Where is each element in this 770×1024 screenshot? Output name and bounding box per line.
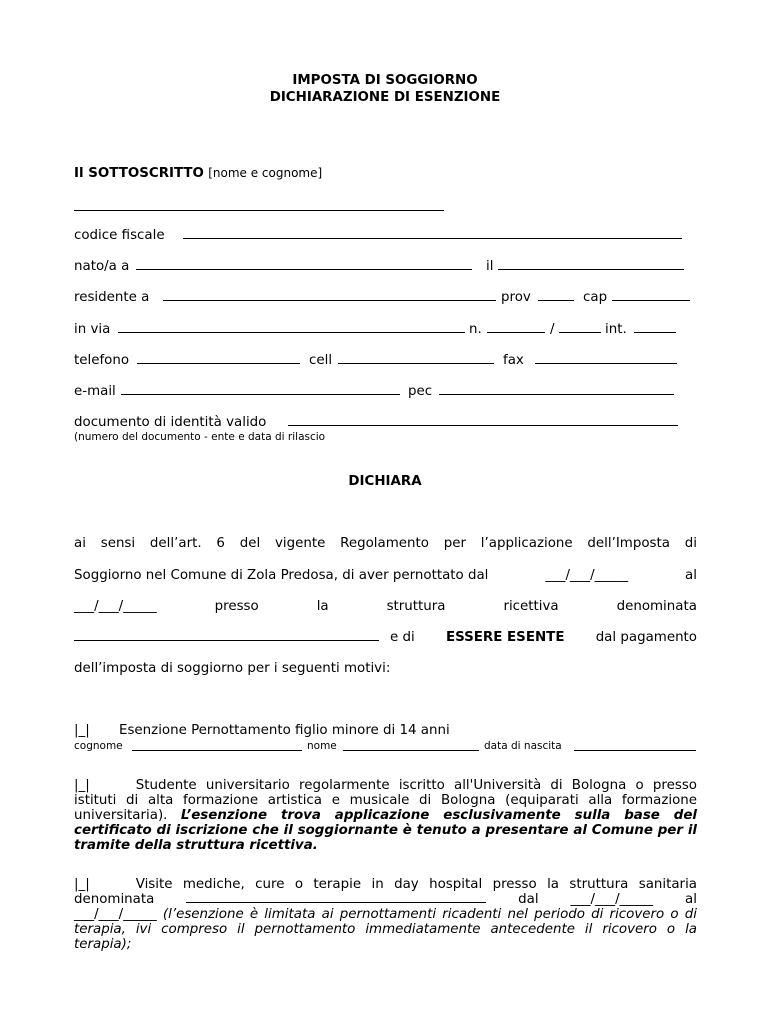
opt3-date-dal[interactable]: ___/___/_____	[570, 892, 654, 907]
ricettiva-word: ricettiva	[503, 599, 559, 614]
dal-pagamento-text: dal pagamento	[595, 630, 697, 645]
nome-field[interactable]	[74, 200, 444, 215]
presso-word: presso	[214, 599, 259, 614]
pec-label: pec	[408, 384, 433, 399]
option-minore-label: Esenzione Pernottamento figlio minore di 14 anni	[119, 723, 450, 738]
opt3-al: al	[685, 892, 697, 907]
dal-date-field[interactable]: ___/___/_____	[545, 568, 629, 583]
opt3-struttura-field[interactable]	[186, 892, 486, 907]
interno-label: int.	[605, 322, 627, 337]
option-studente-text: Studente universitario regolarmente iscritto all'Università di Bologna o presso istituti di alta formazione artistica e musicale di Bologna (equiparati alla formazione universitaria).	[74, 778, 697, 823]
cap-label: cap	[583, 290, 608, 305]
residente-a-label: residente a	[74, 290, 150, 305]
la-word: la	[316, 599, 329, 614]
codice-fiscale-label: codice fiscale	[74, 228, 165, 243]
numero-slash: /	[550, 322, 555, 337]
email-label: e-mail	[74, 384, 116, 399]
sottoscritto-line	[74, 166, 322, 181]
option-studente-paragraph	[74, 778, 697, 853]
cell-label: cell	[309, 353, 333, 368]
denominata-word: denominata	[616, 599, 697, 614]
documento-field[interactable]	[288, 415, 678, 430]
option-day-hospital-line-2	[74, 892, 697, 907]
option-day-hospital-checkbox[interactable]: |_|	[74, 877, 90, 892]
fax-field[interactable]	[535, 353, 677, 368]
telefono-field[interactable]	[137, 353, 300, 368]
numero-label: n.	[469, 322, 482, 337]
in-via-label: in via	[74, 322, 111, 337]
sottoscritto-label: Il SOTTOSCRITTO	[74, 166, 204, 181]
opt1-nome-field[interactable]	[343, 740, 479, 755]
codice-fiscale-row	[74, 228, 165, 243]
fax-label: fax	[503, 353, 524, 368]
opt1-nascita-label: data di nascita	[484, 740, 562, 752]
pec-field[interactable]	[439, 384, 674, 399]
il-label: il	[486, 259, 494, 274]
data-nascita-field[interactable]	[498, 259, 684, 274]
al-date-field[interactable]: ___/___/_____	[74, 599, 157, 614]
numero-field[interactable]	[487, 322, 545, 337]
cap-field[interactable]	[612, 290, 690, 305]
body-line-5: dell’imposta di soggiorno per i seguenti motivi:	[74, 661, 391, 676]
al-label: al	[685, 568, 697, 583]
in-via-field[interactable]	[118, 322, 465, 337]
opt3-italic-note: (l’esenzione è limitata ai pernottamenti ricadenti nel periodo di ricovero o di terapia, ivi compreso il pernottamento immediatamente antecedente il ricovero o la terapia);	[74, 907, 697, 952]
opt3-date-al[interactable]: ___/___/_____	[74, 907, 157, 922]
numero-bis-field[interactable]	[559, 322, 601, 337]
opt1-cognome-label: cognome	[74, 740, 123, 752]
option-minore-checkbox[interactable]: |_|	[74, 723, 90, 738]
body-line-4	[390, 630, 697, 645]
opt3-dal: dal	[518, 892, 539, 907]
opt1-nome-label: nome	[307, 740, 337, 752]
dichiara-heading: DICHIARA	[348, 474, 422, 489]
interno-field[interactable]	[634, 322, 676, 337]
body-line-3	[74, 599, 697, 614]
body-line-2	[74, 568, 697, 583]
opt3-denominata: denominata	[74, 892, 155, 907]
prov-label: prov	[501, 290, 531, 305]
documento-label: documento di identità valido	[74, 415, 267, 430]
struttura-name-field[interactable]	[74, 630, 379, 645]
option-day-hospital-line-3	[74, 907, 697, 952]
body-line-1: ai sensi dell’art. 6 del vigente Regolamento per l’applicazione dell’Imposta di	[74, 536, 697, 551]
email-field[interactable]	[121, 384, 400, 399]
codice-fiscale-field[interactable]	[183, 228, 682, 243]
nato-a-field[interactable]	[136, 259, 472, 274]
prov-field[interactable]	[538, 290, 574, 305]
option-day-hospital-text: Visite mediche, cure o terapie in day hospital presso la struttura sanitaria	[135, 877, 697, 892]
residente-a-field[interactable]	[163, 290, 496, 305]
opt1-nascita-field[interactable]	[574, 740, 696, 755]
cell-field[interactable]	[338, 353, 494, 368]
title-line-2: DICHIARAZIONE DI ESENZIONE	[269, 90, 501, 105]
documento-hint: (numero del documento - ente e data di rilascio	[74, 431, 326, 443]
e-di-text: e di	[390, 630, 415, 645]
essere-esente-text: ESSERE ESENTE	[445, 630, 565, 645]
option-studente-checkbox[interactable]: |_|	[74, 778, 90, 793]
nato-a-label: nato/a a	[74, 259, 130, 274]
option-studente-note: L’esenzione trova applicazione esclusivamente sulla base del certificato di iscrizione che il soggiornante è tenuto a presentare al Comune per il tramite della struttura ricettiva.	[74, 808, 697, 853]
title-line-1: IMPOSTA DI SOGGIORNO	[292, 73, 478, 88]
body-line-2-text: Soggiorno nel Comune di Zola Predosa, di aver pernottato dal	[74, 568, 489, 583]
struttura-word: struttura	[386, 599, 446, 614]
telefono-label: telefono	[74, 353, 130, 368]
nome-hint: [nome e cognome]	[208, 166, 323, 180]
option-day-hospital-line-1	[74, 877, 697, 892]
opt1-cognome-field[interactable]	[132, 740, 302, 755]
